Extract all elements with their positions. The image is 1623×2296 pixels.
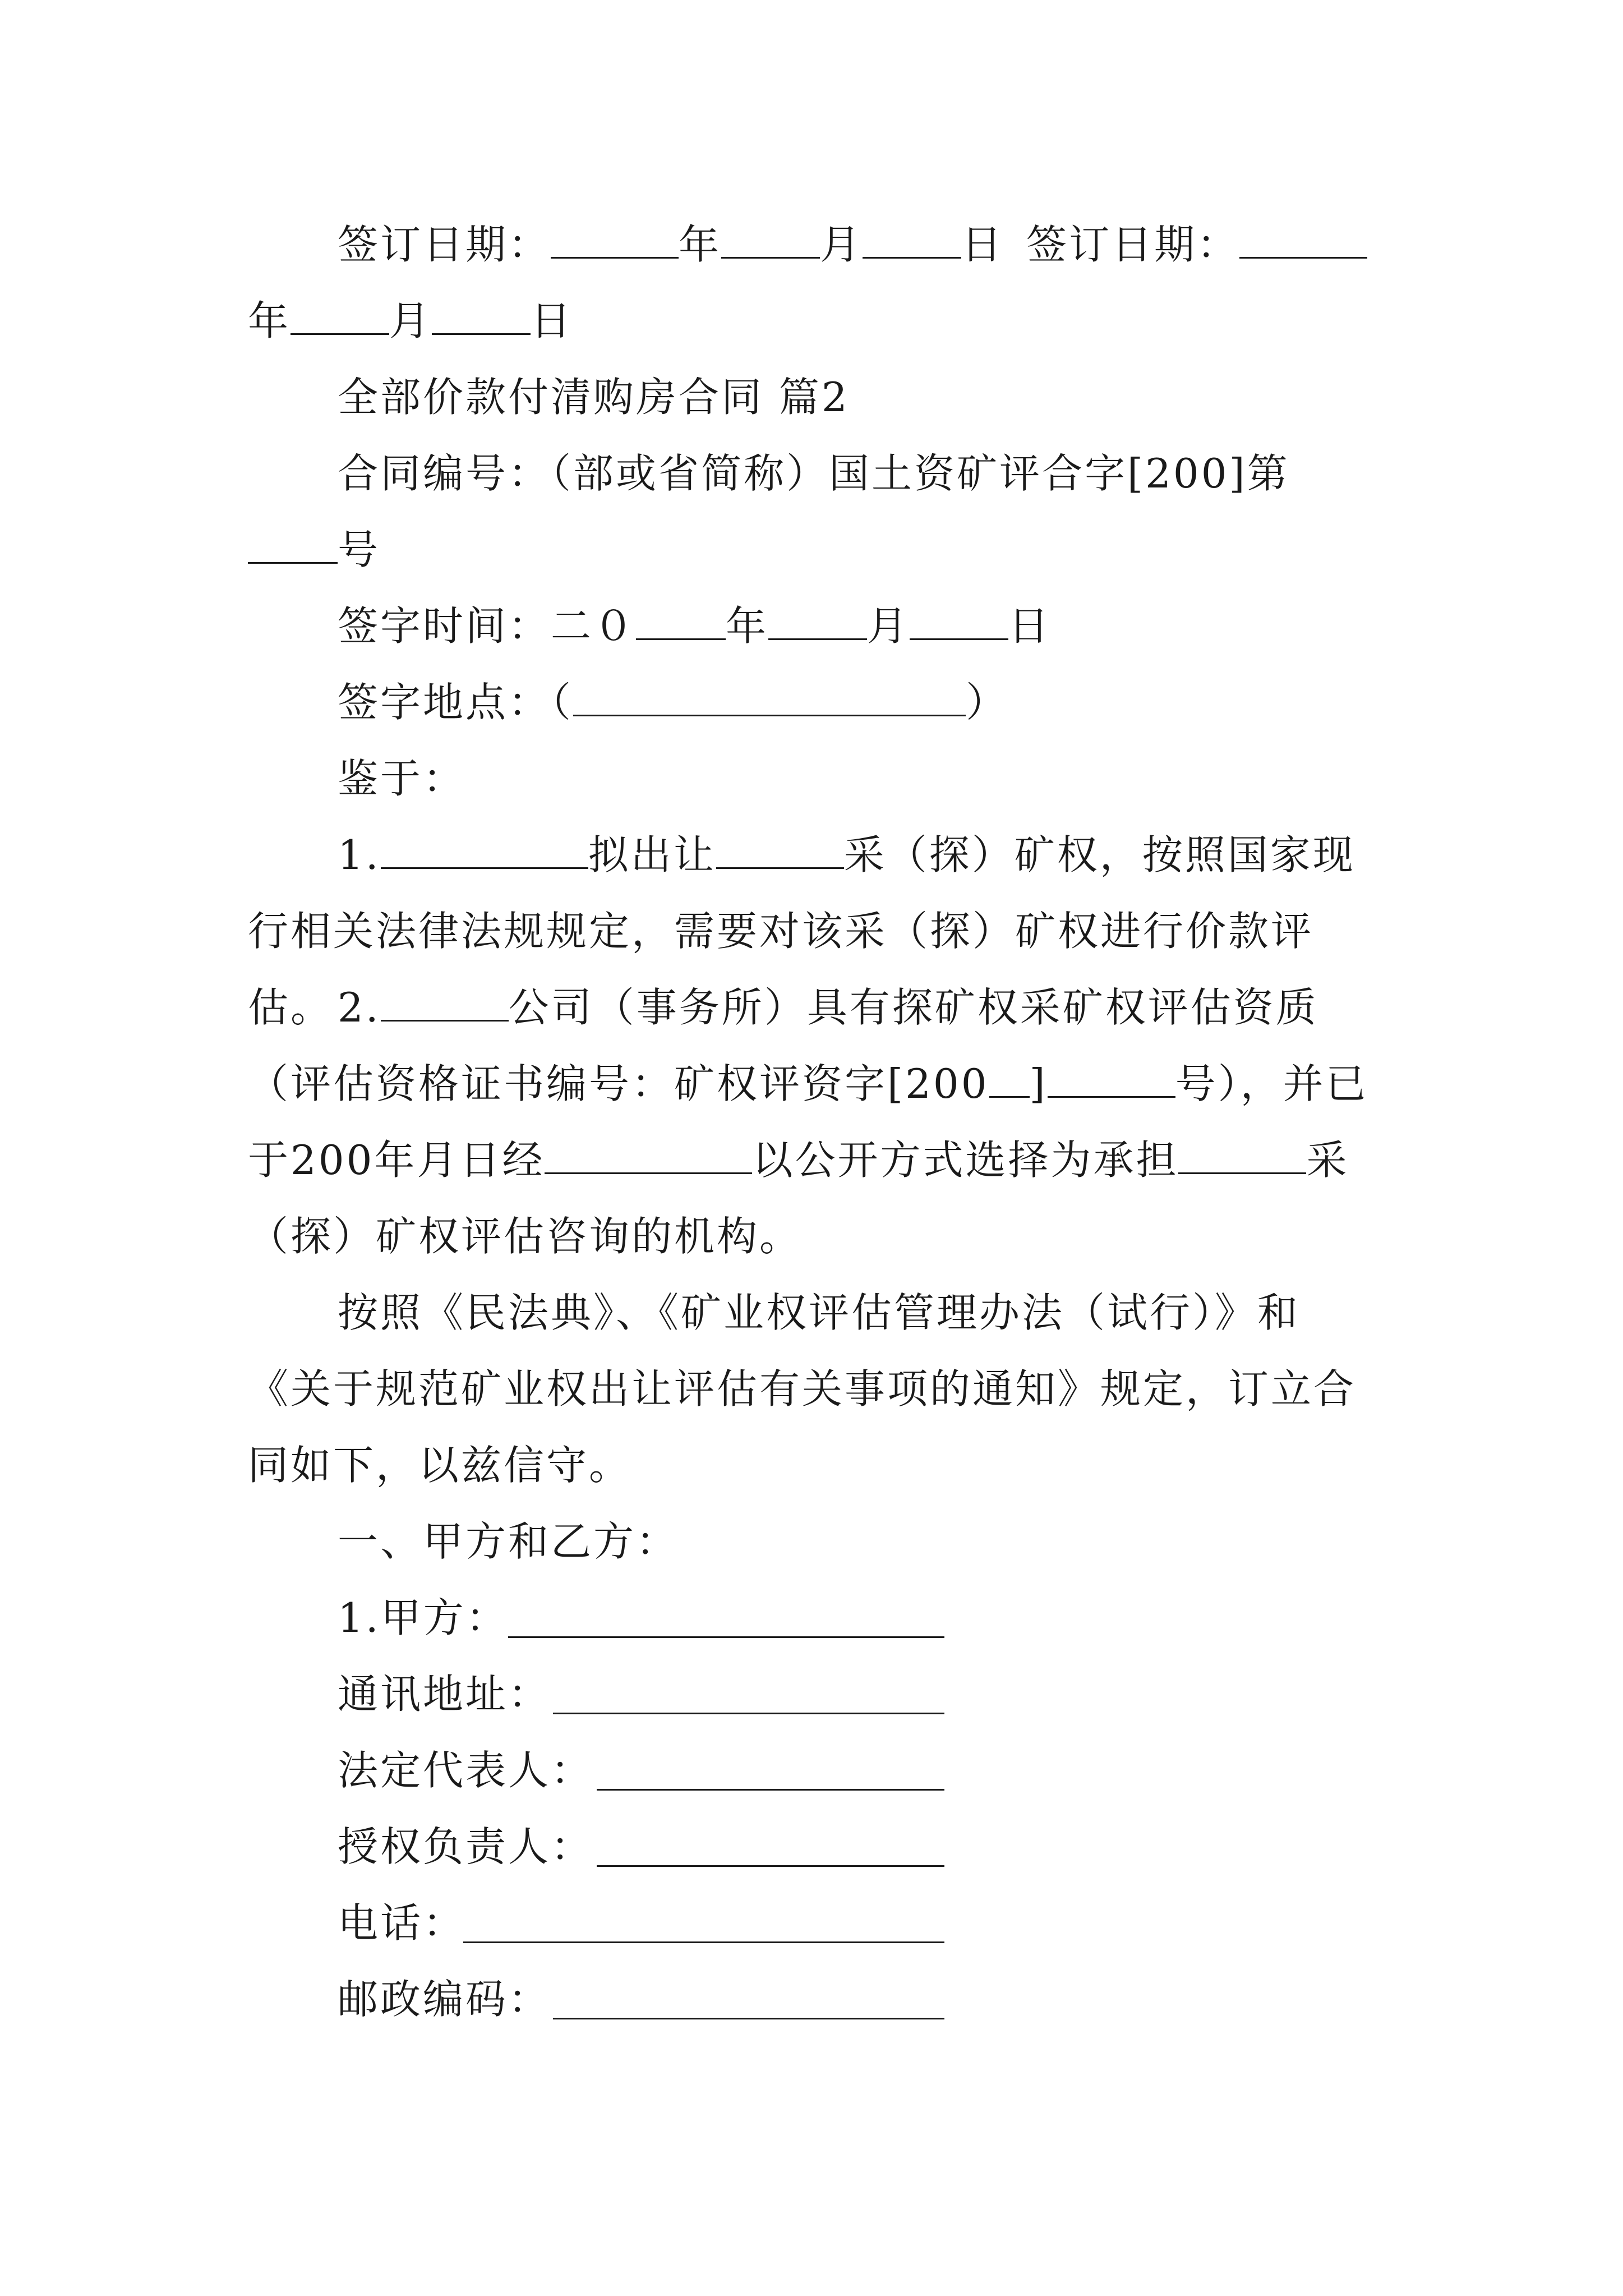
- sign-place-close: ）: [966, 679, 1009, 726]
- blank-sign-year[interactable]: [636, 605, 726, 640]
- party-a-input-line[interactable]: [508, 1636, 944, 1638]
- sign-time-label: 签字时间：二０: [338, 602, 637, 650]
- month-label-2: 月: [389, 297, 432, 344]
- sign-place-label: 签字地点：（: [338, 679, 574, 726]
- blank-company[interactable]: [381, 986, 509, 1022]
- contract-number-suffix: 号: [338, 526, 381, 573]
- sign-month-label: 月: [867, 602, 910, 650]
- postal-code-label: 邮政编码：: [338, 1976, 551, 2023]
- sign-year-label: 年: [726, 602, 769, 650]
- blank-sign-month[interactable]: [768, 605, 867, 640]
- phone-field: [338, 1885, 944, 1961]
- blank-selector[interactable]: [545, 1139, 752, 1174]
- postal-code-field: [338, 1961, 944, 2037]
- phone-label: 电话：: [338, 1899, 466, 1947]
- sign-day-label: 日: [1008, 602, 1052, 650]
- blank-grantor[interactable]: [381, 834, 588, 869]
- month-label: 月: [820, 221, 863, 268]
- signing-date-paragraph: [248, 206, 1377, 359]
- basis-paragraph: 按照《民法典》、《矿业权评估管理办法（试行）》和《关于规范矿业权出让评估有关事项的通知》规定，订立合同如下，以兹信守。: [248, 1289, 1357, 1489]
- legal-rep-label: 法定代表人：: [338, 1747, 594, 1794]
- item-2-number: 2.: [338, 984, 381, 1031]
- blank-contract-number[interactable]: [248, 528, 338, 564]
- whereas-heading: 鉴于：: [338, 755, 466, 802]
- blank-mine-name-2[interactable]: [1178, 1139, 1306, 1174]
- blank-sign-day[interactable]: [910, 605, 1008, 640]
- contract-number-paragraph: [248, 435, 1377, 588]
- item-1-number: 1.: [338, 831, 381, 878]
- section-one-heading: 一、甲方和乙方：: [338, 1518, 679, 1565]
- year-label-2: 年: [248, 297, 291, 344]
- item-1-text-b: 采（探）矿权，按照国家现行相关法律法规规定，需要对该采（探）矿权进行价款评估。: [248, 831, 1355, 1031]
- day-label: 日: [961, 221, 1004, 268]
- blank-cert-year[interactable]: [989, 1062, 1030, 1098]
- item-2-text-c: 号），并已于200年月日经: [248, 1060, 1368, 1184]
- day-label-2: 日: [531, 297, 574, 344]
- authorized-person-label: 授权负责人：: [338, 1823, 594, 1870]
- legal-rep-field: [338, 1732, 944, 1809]
- item-2-text-d: 以公开方式选择为承担: [752, 1137, 1179, 1184]
- contract-number-label: 合同编号：（部或省简称）国土资矿评合字[200]第: [338, 450, 1290, 497]
- blank-sign-place[interactable]: [573, 681, 966, 716]
- authorized-person-field: [338, 1809, 944, 1885]
- signing-date-label: 签订日期：: [338, 221, 551, 268]
- item-2-text-e: 采（探）矿权评估咨询的机构。: [248, 1137, 1349, 1260]
- section-title: 全部价款付清购房合同 篇2: [338, 374, 850, 421]
- party-a-field: [338, 1580, 944, 1656]
- blank-year-2[interactable]: [1239, 223, 1367, 259]
- authorized-person-input-line[interactable]: [597, 1865, 944, 1867]
- address-input-line[interactable]: [553, 1713, 944, 1714]
- sign-place-line: [338, 664, 1008, 740]
- whereas-item-2: [248, 969, 1377, 1274]
- item-1-text-a: 拟出让: [588, 831, 716, 878]
- blank-mine-name[interactable]: [716, 834, 844, 869]
- blank-day[interactable]: [863, 223, 961, 259]
- address-field: [338, 1656, 944, 1732]
- party-a-label: 1.甲方：: [338, 1594, 509, 1641]
- blank-month[interactable]: [721, 223, 820, 259]
- blank-year[interactable]: [551, 223, 679, 259]
- blank-day-2[interactable]: [432, 300, 531, 335]
- item-2-text-b: ]: [1029, 1060, 1048, 1107]
- postal-code-input-line[interactable]: [553, 2018, 944, 2019]
- address-label: 通讯地址：: [338, 1671, 551, 1718]
- phone-input-line[interactable]: [463, 1941, 944, 1943]
- year-label: 年: [679, 221, 722, 268]
- blank-month-2[interactable]: [291, 300, 389, 335]
- item-2-text-a: 公司（事务所）具有探矿权采矿权评估资质（评估资格证书编号：矿权评资字[200: [248, 984, 1318, 1107]
- sign-time-line: [338, 588, 1051, 664]
- signing-date-label-2: 签订日期：: [1026, 221, 1240, 268]
- legal-rep-input-line[interactable]: [597, 1789, 944, 1791]
- blank-cert-number[interactable]: [1048, 1062, 1175, 1098]
